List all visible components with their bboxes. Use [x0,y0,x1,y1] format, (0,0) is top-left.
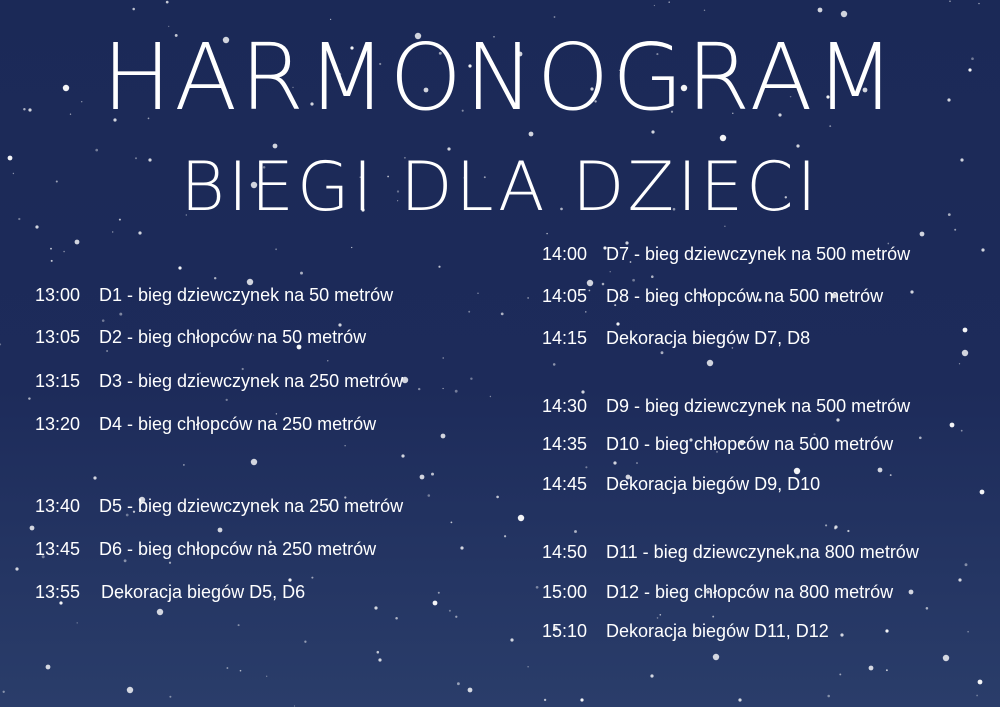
star [132,8,135,11]
star [950,423,955,428]
star [967,631,969,633]
star [961,430,963,432]
star [330,19,331,20]
star [713,654,719,660]
star [978,680,983,685]
schedule-time: 15:10 [542,621,588,641]
star [839,673,841,675]
star [610,271,611,272]
schedule-row-right-4 [542,395,910,417]
star [401,454,404,457]
schedule-time: 13:00 [35,285,81,305]
star [518,515,524,521]
star [712,616,714,618]
star [240,670,242,672]
star [442,388,443,389]
star [470,377,472,379]
star [449,610,451,612]
star [106,350,108,352]
star [451,522,453,524]
star [490,396,491,397]
star [527,666,528,667]
star [847,530,849,532]
schedule-row-left-3 [35,370,403,392]
star [46,665,51,670]
star [574,530,577,533]
star [910,290,913,293]
star [976,695,978,697]
schedule-event: D7 - bieg dziewczynek na 500 metrów [606,244,911,264]
schedule-row-left-1 [35,284,393,306]
star [963,328,968,333]
star [878,468,883,473]
schedule-event: D8 - bieg chłopców na 500 metrów [606,286,884,306]
star [636,462,638,464]
star [544,699,546,701]
star [954,229,956,231]
star [169,562,171,564]
star [581,390,584,393]
star [51,260,53,262]
star [585,311,586,312]
schedule-time: 14:30 [542,396,588,416]
star [294,705,295,706]
schedule-time: 14:00 [542,244,588,264]
star [378,658,381,661]
star [351,247,352,248]
star [344,445,345,446]
star [978,3,979,4]
schedule-row-right-9 [542,620,829,642]
page-title: HARMONOGRAM [102,24,898,131]
star [169,696,171,698]
star [443,357,444,358]
schedule-event: D11 - bieg dziewczynek na 800 metrów [606,542,919,562]
star [943,655,949,661]
star [527,297,528,298]
star [720,135,726,141]
star [3,691,5,693]
star [77,622,78,623]
schedule-time: 15:00 [542,582,588,602]
star [836,418,839,421]
star [63,251,65,253]
star [661,351,664,354]
schedule-time: 13:05 [35,327,81,347]
star [28,397,30,399]
star [428,494,431,497]
schedule-time: 13:45 [35,539,81,559]
schedule-time: 14:45 [542,474,588,494]
star [420,475,425,480]
schedule-time: 14:05 [542,286,588,306]
star [468,688,473,693]
star [501,313,504,316]
star [374,606,377,609]
schedule-event: D2 - bieg chłopców na 50 metrów [99,327,367,347]
star [510,638,513,641]
star [460,546,463,549]
star [840,633,843,636]
star [981,248,984,251]
star [704,10,705,11]
star [585,466,587,468]
star [327,360,328,361]
schedule-event: D1 - bieg dziewczynek na 50 metrów [99,285,394,305]
schedule-event: D10 - bieg chłopców na 500 metrów [606,434,894,454]
star [127,687,133,693]
star [418,388,420,390]
star [275,248,277,250]
star [112,231,113,232]
star [949,0,951,2]
star [300,272,303,275]
star [536,586,539,589]
star [818,8,823,13]
schedule-time: 13:20 [35,414,81,434]
star [15,567,18,570]
star [102,319,105,322]
star [529,132,534,137]
schedule-time: 13:55 [35,582,81,602]
star [980,490,985,495]
schedule-event: D6 - bieg chłopców na 250 metrów [99,539,377,559]
star [651,275,654,278]
star [226,399,228,401]
schedule-row-right-3 [542,327,810,349]
schedule-row-left-7 [35,581,305,603]
star [455,390,458,393]
schedule-event: D12 - bieg chłopców na 800 metrów [606,582,894,602]
star [438,592,440,594]
star [657,617,659,619]
star [668,1,670,3]
schedule-time: 13:40 [35,496,81,516]
schedule-time: 14:50 [542,542,588,562]
star [827,695,830,698]
star [546,233,547,234]
star [841,11,847,17]
schedule-event: Dekoracja biegów D11, D12 [606,621,829,641]
schedule-row-right-5 [542,433,893,455]
schedule-event: Dekoracja biegów D5, D6 [101,582,306,602]
star [457,682,460,685]
star [75,240,80,245]
star [266,676,267,677]
star [632,279,635,282]
schedule-row-left-4 [35,413,376,435]
schedule-row-left-6 [35,538,376,560]
schedule-time: 13:15 [35,371,81,391]
star [50,248,52,250]
star [455,616,457,618]
star [477,293,478,294]
star [869,666,874,671]
star [834,527,836,529]
star [919,436,922,439]
star [226,667,228,669]
star [738,698,741,701]
star [886,669,888,671]
schedule-event: D3 - bieg dziewczynek na 250 metrów [99,371,404,391]
schedule-event: Dekoracja biegów D7, D8 [606,328,811,348]
star [659,614,661,616]
schedule-event: D4 - bieg chłopców na 250 metrów [99,414,377,434]
star [650,674,653,677]
page-subtitle: BIEGI DLA DZIECI [180,148,820,227]
star [218,528,223,533]
star [825,524,827,526]
star [468,311,470,313]
schedule-event: D5 - bieg dziewczynek na 250 metrów [99,496,404,516]
schedule-row-right-2 [542,285,883,307]
star [166,1,169,4]
star [496,496,499,499]
star [311,577,313,579]
schedule-row-right-7 [542,541,919,563]
schedule-row-left-5 [35,495,403,517]
star [157,609,163,615]
star [504,535,506,537]
star [965,563,968,566]
star [909,590,914,595]
star [554,16,556,18]
star [962,350,968,356]
star [433,601,438,606]
star [431,473,434,476]
star [30,526,35,531]
star [885,629,888,632]
schedule-time: 14:15 [542,328,588,348]
schedule-row-left-2 [35,326,366,348]
star [183,464,185,466]
schedule-row-right-1 [542,243,910,265]
star [138,231,141,234]
star [553,363,556,366]
star [958,578,961,581]
star [920,232,925,237]
star [251,459,257,465]
star [178,266,181,269]
schedule-event: D9 - bieg dziewczynek na 500 metrów [606,396,911,416]
star [238,624,240,626]
star [890,474,892,476]
star [304,641,306,643]
star [395,617,398,620]
star [654,5,655,6]
star [441,434,446,439]
schedule-time: 14:35 [542,434,588,454]
star [438,266,440,268]
star [0,343,1,345]
star [926,607,929,610]
star [377,651,380,654]
schedule-event: Dekoracja biegów D9, D10 [606,474,821,494]
schedule-row-right-8 [542,581,893,603]
star [613,461,616,464]
star [119,313,122,316]
star [959,363,960,364]
star [616,322,619,325]
star [580,698,583,701]
schedule-row-right-6 [542,473,820,495]
star [214,277,216,279]
star [93,476,96,479]
star [707,360,713,366]
